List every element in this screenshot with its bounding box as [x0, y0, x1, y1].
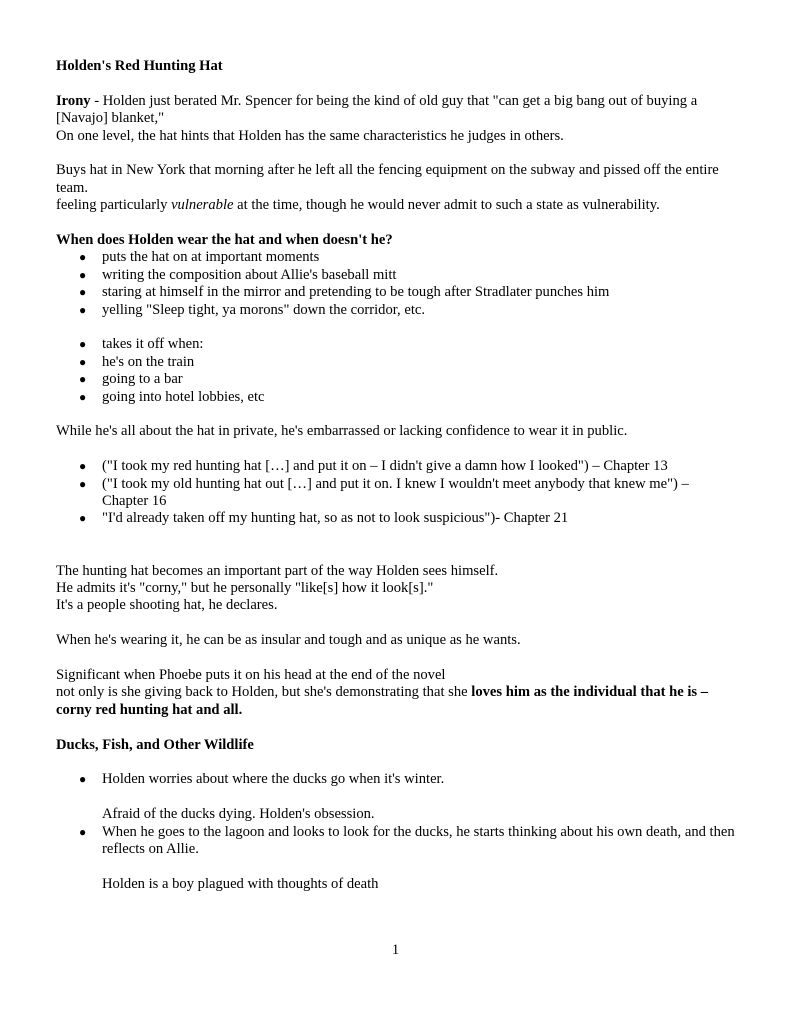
- bullet-icon: ●: [79, 337, 87, 352]
- vulnerable-paragraph: feeling particularly vulnerable at the time, though he would never admit to such a state as vulnerability.: [56, 197, 660, 214]
- bullet-icon: ●: [79, 459, 87, 474]
- list-item: ● ("I took my old hunting hat out […] and put it on. I knew I wouldn't meet anybody that knew me") – Chapter 16: [79, 475, 689, 510]
- bullet-icon: ●: [79, 267, 87, 282]
- section-title-ducks: Ducks, Fish, and Other Wildlife: [56, 736, 254, 753]
- document-page: [56, 58, 736, 893]
- list-item: ● When he goes to the lagoon and looks to look for the ducks, he starts thinking about his own death, and then reflects on Allie.: [79, 823, 735, 858]
- list-item: ● yelling "Sleep tight, ya morons" down the corridor, etc.: [79, 301, 426, 318]
- buys-hat-paragraph: Buys hat in New York that morning after he left all the fencing equipment on the subway and pissed off the entire team.: [56, 162, 719, 196]
- vulnerable-word: vulnerable: [171, 197, 234, 214]
- sees-himself-line: The hunting hat becomes an important part of the way Holden sees himself.: [56, 562, 499, 579]
- list-item: ● puts the hat on at important moments: [79, 249, 320, 266]
- page-number: 1: [391, 942, 400, 958]
- wear-list: [56, 249, 736, 319]
- list-item: ● writing the composition about Allie's baseball mitt: [79, 266, 397, 283]
- bullet-icon: ●: [79, 824, 87, 839]
- list-item: ● staring at himself in the mirror and pretending to be tough after Stradlater punches him: [79, 284, 610, 301]
- bullet-icon: ●: [79, 285, 87, 300]
- ducks-note: Afraid of the ducks dying. Holden's obsession.: [102, 806, 375, 823]
- ducks-list: [56, 771, 736, 788]
- private-paragraph: While he's all about the hat in private, he's embarrassed or lacking confidence to wear it in public.: [56, 423, 628, 440]
- bullet-icon: ●: [79, 302, 87, 317]
- bullet-icon: ●: [79, 389, 87, 404]
- bullet-icon: ●: [79, 772, 87, 787]
- list-item: ● takes it off when:: [79, 336, 204, 353]
- insular-paragraph: When he's wearing it, he can be as insular and tough and as unique as he wants.: [56, 632, 521, 649]
- people-shooting-line: It's a people shooting hat, he declares.: [56, 597, 278, 614]
- phoebe-emphasis: loves him as the individual that he is – corny red hunting hat and all.: [56, 684, 709, 718]
- list-item: ● going into hotel lobbies, etc: [79, 388, 265, 405]
- bullet-icon: ●: [79, 372, 87, 387]
- irony-label: Irony: [56, 92, 91, 109]
- bullet-icon: ●: [79, 354, 87, 369]
- bullet-icon: ●: [79, 250, 87, 265]
- death-note: Holden is a boy plagued with thoughts of death: [102, 875, 379, 892]
- quotes-list: [56, 458, 736, 528]
- list-item: ● Holden worries about where the ducks go when it's winter.: [79, 771, 445, 788]
- list-item: ● ("I took my red hunting hat […] and put it on – I didn't give a damn how I looked") – Chapter 13: [79, 458, 668, 475]
- irony-followup: On one level, the hat hints that Holden has the same characteristics he judges in others.: [56, 127, 564, 144]
- irony-paragraph: [56, 93, 736, 128]
- list-item: ● he's on the train: [79, 353, 195, 370]
- phoebe-line: Significant when Phoebe puts it on his head at the end of the novel: [56, 667, 446, 684]
- wear-heading: When does Holden wear the hat and when doesn't he?: [56, 232, 393, 249]
- list-item: ● "I'd already taken off my hunting hat, so as not to look suspicious")- Chapter 21: [79, 510, 569, 527]
- irony-text: - Holden just berated Mr. Spencer for being the kind of old guy that "can get a big bang out of buying a [Navajo] blanket,": [56, 92, 698, 127]
- bullet-icon: ●: [79, 476, 87, 491]
- ducks-list-2: [56, 824, 736, 859]
- off-list: [56, 336, 736, 406]
- list-item: ● going to a bar: [79, 371, 183, 388]
- section-title-hunting-hat: Holden's Red Hunting Hat: [56, 58, 223, 74]
- bullet-icon: ●: [79, 511, 87, 526]
- phoebe-paragraph: not only is she giving back to Holden, but she's demonstrating that she loves him as the individual that he is – corny red hunting hat and all.: [56, 684, 709, 718]
- corny-line: He admits it's "corny," but he personally "like[s] how it look[s].": [56, 580, 434, 597]
